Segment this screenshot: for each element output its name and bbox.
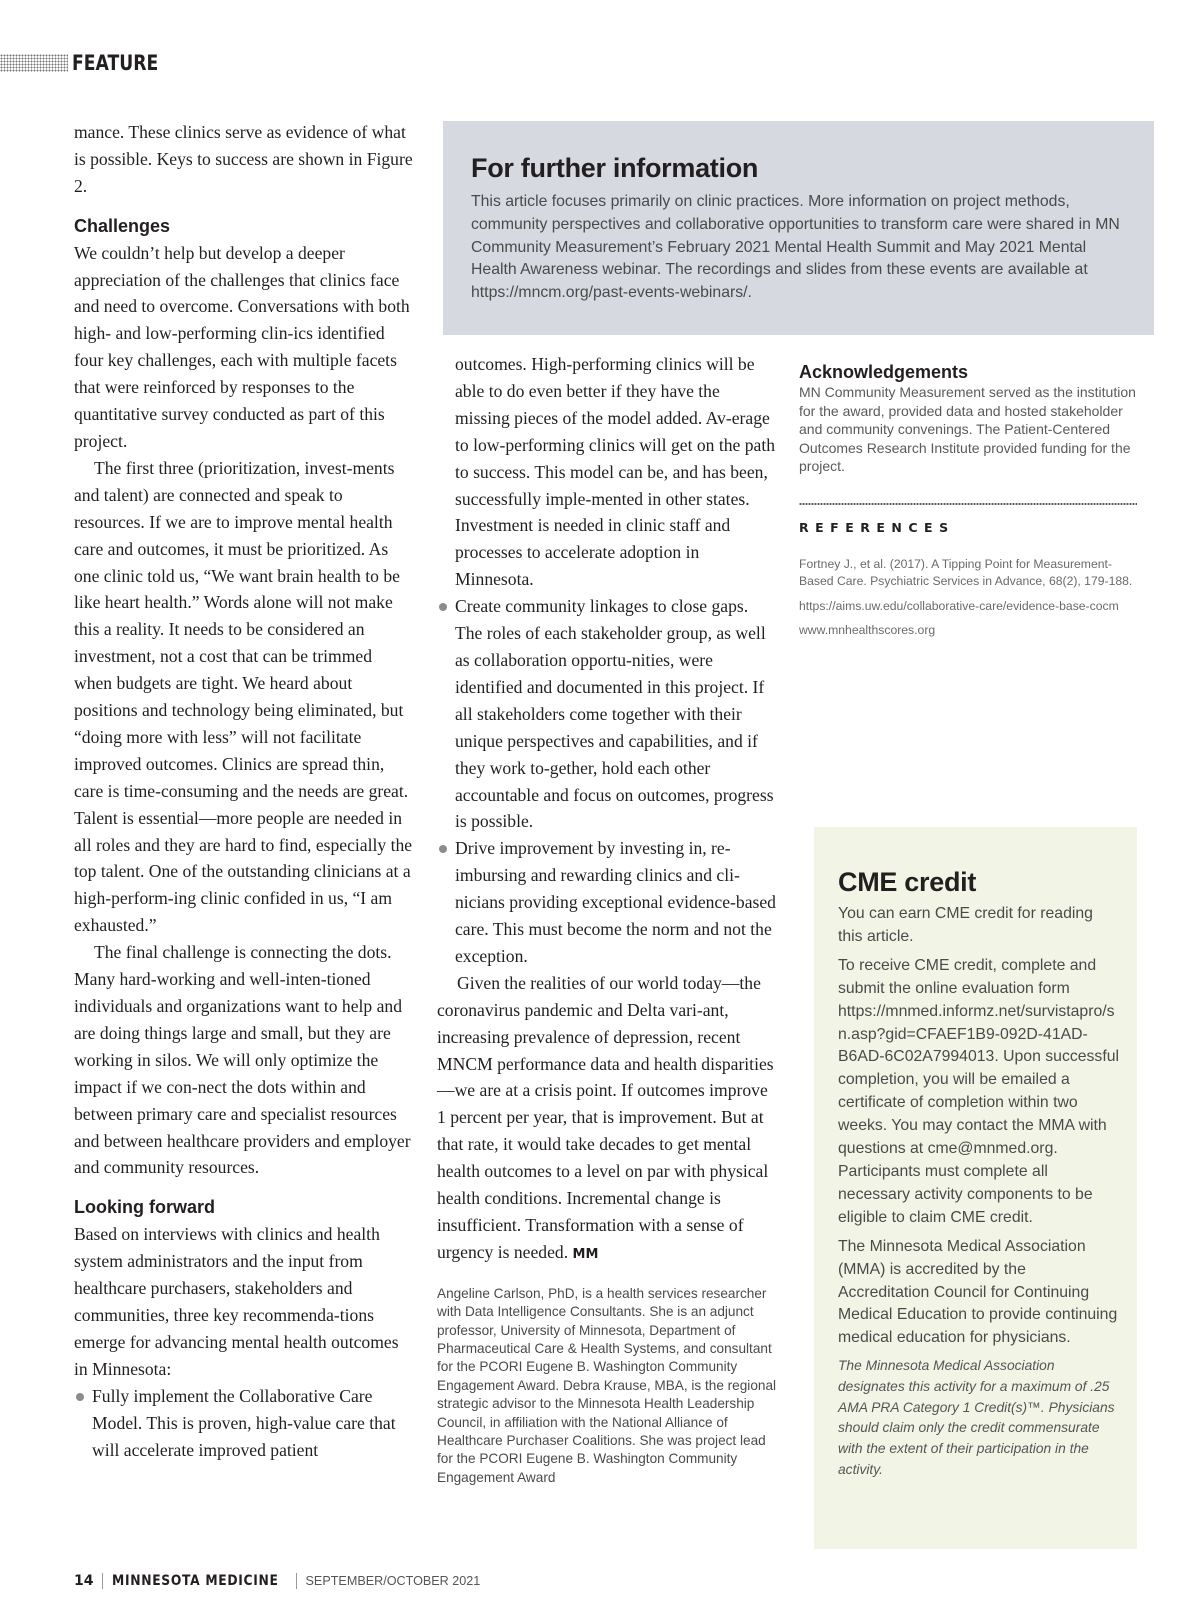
reference-item: https://aims.uw.edu/collaborative-care/evidence-base-cocm xyxy=(799,598,1119,613)
dotted-bar-decoration xyxy=(0,54,68,72)
challenges-paragraph-1: We couldn’t help but develop a deeper appreciation of the challenges that clinics face and need to overcome. Conversations with both high- and low-performing clin-ics identified four key challenges, each with multiple facets that were reinforced by responses to the quantitative survey conducted as part of this project. xyxy=(74,242,410,451)
page-number: 14 xyxy=(74,1573,94,1589)
middle-column xyxy=(437,351,777,1487)
looking-forward-paragraph: Based on interviews with clinics and health system administrators and the input from healthcare purchasers, stakeholders and communities, three key recommenda-tions emerge for advancing mental health outcomes in Minnesota: xyxy=(74,1224,399,1379)
challenges-paragraph-2: The first three (prioritization, invest-ments and talent) are connected and speak to resources. If we are to improve mental health care and outcomes, it must be prioritized. As one clinic told us, “We want brain health to be like heart health.” Words alone will not make this a reality. It needs to be considered an investment, not a cost that can be trimmed when budgets are tight. We heard about positions and technology being eliminated, but “doing more with less” will not facilitate improved outcomes. Clinics are spread thin, care is time-consuming and the needs are great. Talent is essential—more people are needed in all roles and they are hard to find, especially the top talent. One of the outstanding clinicians at a high-perform-ing clinic confided in us, “I am exhausted.” xyxy=(74,457,413,936)
recommendations-list-continued xyxy=(437,593,777,970)
section-label: FEATURE xyxy=(72,51,159,75)
challenges-paragraph-3: The final challenge is connecting the dots. Many hard-working and well-inten-tioned individuals and organizations want to help and are doing things large and small, but they are working in silos. We will only optimize the impact if we con-nect the dots within and between primary care and specialist resources and between healthcare providers and employer and community resources. xyxy=(74,942,411,1178)
reference-item: Fortney J., et al. (2017). A Tipping Point for Measurement-Based Care. Psychiatric Services in Advance, 68(2), 179-188. xyxy=(799,557,1133,589)
further-information-title: For further information xyxy=(471,153,759,183)
section-header xyxy=(0,50,177,76)
recommendation-1-continued: outcomes. High-performing clinics will be able to do even better if they have the missing pieces of the model added. Av-erage to low-performing clinics will get on the path to success. This model can be, and has been, successfully imple-mented in other states. Investment is needed in clinic staff and processes to accelerate adoption in Minnesota. xyxy=(455,354,776,590)
further-information-box xyxy=(443,121,1154,335)
cme-title: CME credit xyxy=(838,867,977,897)
acknowledgements xyxy=(799,361,1137,476)
page-footer xyxy=(74,1571,480,1591)
dotted-divider xyxy=(799,502,1137,506)
acknowledgements-title: Acknowledgements xyxy=(799,362,969,382)
issue-date: SEPTEMBER/OCTOBER 2021 xyxy=(305,1574,481,1588)
references-list xyxy=(799,556,1137,647)
references-heading: REFERENCES xyxy=(799,520,955,535)
recommendations-list xyxy=(74,1383,414,1464)
cme-credit-box xyxy=(814,827,1137,1549)
cme-designation: The Minnesota Medical Association designates this activity for a maximum of .25 AMA PRA Category 1 Credit(s)™. Physicians should claim only the credit commensurate with the extent of their participation in the activity. xyxy=(838,1358,1115,1477)
closing-text: Given the realities of our world today—the coronavirus pandemic and Delta vari-ant, increasing prevalence of depression, recent MNCM performance data and health disparities—we are at a crisis point. If outcomes improve 1 percent per year, that is improvement. But at that rate, it would take decades to get mental health outcomes to a level on par with physical health conditions. Incremental change is insufficient. Transformation with a sense of urgency is needed. xyxy=(437,972,774,1262)
cme-paragraph-3: The Minnesota Medical Association (MMA) is accredited by the Accreditation Council for Continuing Medical Education to provide continuing medical education for physicians. xyxy=(838,1237,1118,1347)
challenges-heading: Challenges xyxy=(74,215,171,236)
end-mark: MM xyxy=(572,1246,599,1262)
closing-paragraph xyxy=(437,970,777,1269)
recommendation-2: Create community linkages to close gaps. The roles of each stakeholder group, as well as collaboration opportu-nities, were identified and documented in this project. If all stakeholders come together with their unique perspectives and capabilities, and if they work to-gether, hold each other accountable and focus on outcomes, progress is possible. xyxy=(437,593,777,835)
author-bio: Angeline Carlson, PhD, is a health services researcher with Data Intelligence Consultants. She is an adjunct professor, University of Minnesota, Department of Pharmaceutical Care & Health Systems, and consultant for the PCORI Eugene B. Washington Community Engagement Award. Debra Krause, MBA, is the regional strategic advisor to the Minnesota Health Leadership Council, in affiliation with the National Alliance of Healthcare Purchaser Coalitions. She was project lead for the PCORI Eugene B. Washington Community Engagement Award xyxy=(437,1285,777,1485)
intro-paragraph: mance. These clinics serve as evidence of what is possible. Keys to success are shown in Figure 2. xyxy=(74,122,413,196)
cme-paragraph-2: To receive CME credit, complete and submit the online evaluation form https://mnmed.informz.net/survistapro/sn.asp?gid=CFAEF1B9-092D-41AD-B6AD-6C02A7994013. Upon successful completion, you will be emailed a certificate of completion within two weeks. You may contact the MMA with questions at cme@mnmed.org. Participants must complete all necessary activity components to be eligible to claim CME credit. xyxy=(838,956,1120,1226)
further-information-text: This article focuses primarily on clinic practices. More information on project methods, community perspectives and collaborative opportunities to transform care were shared in MN Community Measurement’s February 2021 Mental Health Summit and May 2021 Mental Health Awareness webinar. The recordings and slides from these events are available at https://mncm.org/past-events-webinars/. xyxy=(471,193,1120,302)
recommendation-3: Drive improvement by investing in, re-imbursing and rewarding clinics and cli-nicians providing exceptional evidence-based care. This must become the norm and not the exception. xyxy=(437,835,777,970)
footer-divider xyxy=(296,1573,297,1589)
footer-divider xyxy=(102,1573,103,1589)
left-column xyxy=(74,119,414,1463)
publication-name: MINNESOTA MEDICINE xyxy=(112,1573,280,1589)
looking-forward-heading: Looking forward xyxy=(74,1197,215,1218)
recommendation-1: Fully implement the Collaborative Care Model. This is proven, high-value care that will accelerate improved patient xyxy=(74,1383,414,1464)
cme-paragraph-1: You can earn CME credit for reading this article. xyxy=(838,905,1093,945)
reference-item: www.mnhealthscores.org xyxy=(799,623,936,638)
acknowledgements-text: MN Community Measurement served as the institution for the award, provided data and hosted stakeholder and community convenings. The Patient-Centered Outcomes Research Institute provided funding for the project. xyxy=(799,384,1136,475)
